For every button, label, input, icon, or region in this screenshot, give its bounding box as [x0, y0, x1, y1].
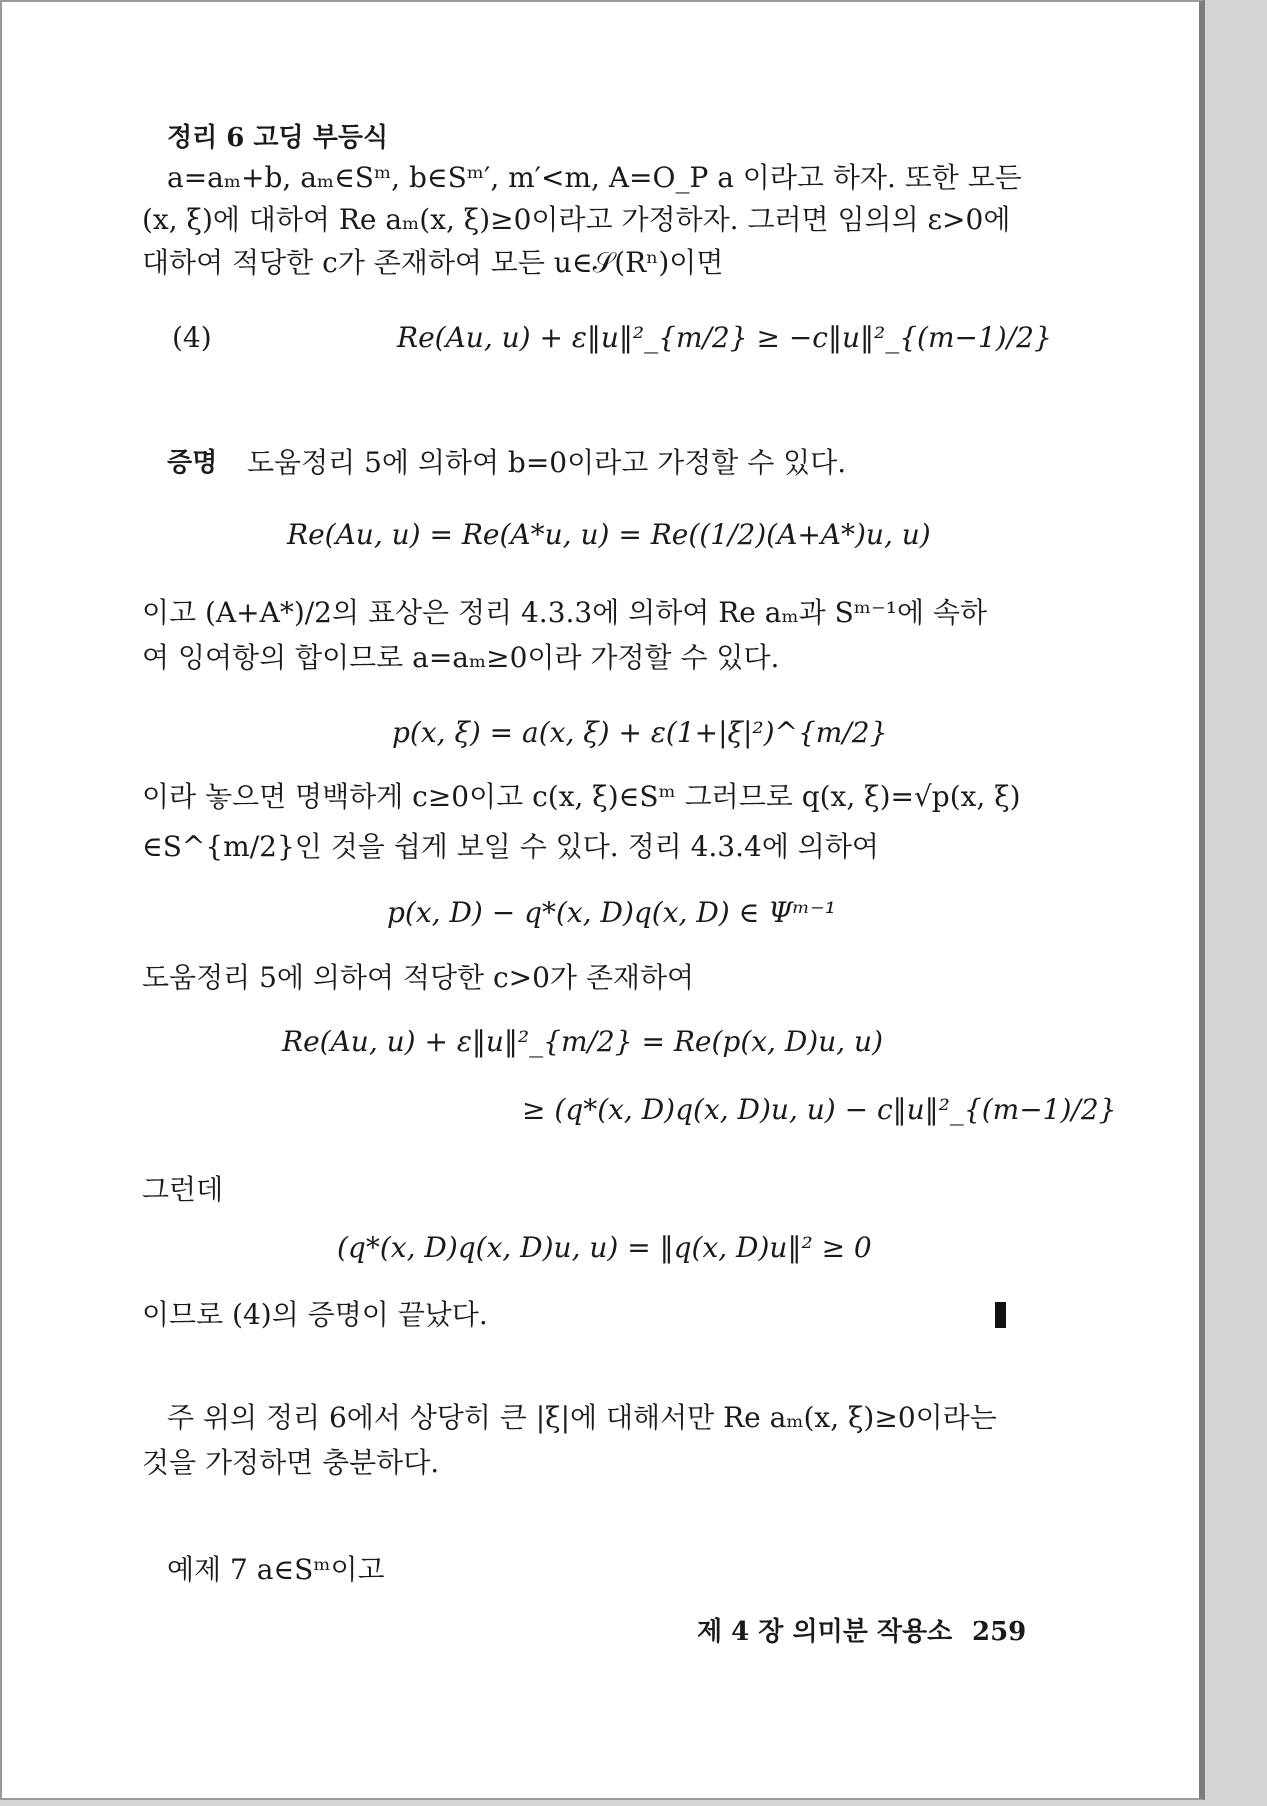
equation-4: Re(Au, u) + ε‖u‖²_{m/2} ≥ −c‖u‖²_{(m−1)/2}	[397, 321, 1052, 354]
proof-equation-4a: Re(Au, u) + ε‖u‖²_{m/2} = Re(p(x, D)u, u)	[282, 1025, 884, 1058]
theorem-line-3: 대하여 적당한 c가 존재하여 모든 u∈𝒮(Rⁿ)이면	[142, 246, 724, 279]
proof-intro: 도움정리 5에 의하여 b=0이라고 가정할 수 있다.	[247, 446, 847, 479]
proof-paragraph-2-line-1: 이라 놓으면 명백하게 c≥0이고 c(x, ξ)∈Sᵐ 그러므로 q(x, ξ)=√p(x, ξ)	[142, 780, 1021, 813]
proof-heading: 증명	[167, 448, 218, 478]
proof-paragraph-1-line-2: 여 잉여항의 합이므로 a=aₘ≥0이라 가정할 수 있다.	[142, 641, 780, 674]
footer-chapter: 제 4 장 의미분 작용소	[697, 1617, 953, 1647]
equation-4-label: (4)	[172, 321, 212, 354]
note-line-2: 것을 가정하면 충분하다.	[142, 1446, 440, 1479]
proof-conclusion: 이므로 (4)의 증명이 끝났다.	[142, 1298, 488, 1331]
proof-equation-3: p(x, D) − q*(x, D)q(x, D) ∈ Ψᵐ⁻¹	[387, 896, 836, 929]
footer-page-number: 259	[972, 1617, 1027, 1647]
proof-equation-1: Re(Au, u) = Re(A*u, u) = Re((1/2)(A+A*)u, u)	[287, 518, 931, 551]
note-line-1: 주 위의 정리 6에서 상당히 큰 |ξ|에 대해서만 Re aₘ(x, ξ)≥0이라는	[167, 1401, 997, 1434]
theorem-line-2: (x, ξ)에 대하여 Re aₘ(x, ξ)≥0이라고 가정하자. 그러면 임의의 ε>0에	[142, 203, 1011, 236]
example-7: 예제 7 a∈Sᵐ이고	[167, 1553, 385, 1586]
qed-mark	[995, 1302, 1006, 1328]
proof-equation-4b: ≥ (q*(x, D)q(x, D)u, u) − c‖u‖²_{(m−1)/2}	[522, 1093, 1117, 1126]
proof-paragraph-2-line-2: ∈S^{m/2}인 것을 쉽게 보일 수 있다. 정리 4.3.4에 의하여	[142, 830, 879, 863]
proof-paragraph-3: 도움정리 5에 의하여 적당한 c>0가 존재하여	[142, 961, 695, 994]
theorem-heading: 정리 6 고딩 부등식	[167, 123, 389, 153]
theorem-line-1: a=aₘ+b, aₘ∈Sᵐ, b∈Sᵐ′, m′<m, A=O_P a 이라고 하자. 또한 모든	[167, 161, 1022, 194]
proof-then: 그런데	[142, 1173, 224, 1206]
proof-equation-2: p(x, ξ) = a(x, ξ) + ε(1+|ξ|²)^{m/2}	[392, 716, 888, 749]
proof-equation-5: (q*(x, D)q(x, D)u, u) = ‖q(x, D)u‖² ≥ 0	[337, 1231, 872, 1264]
proof-paragraph-1-line-1: 이고 (A+A*)/2의 표상은 정리 4.3.3에 의하여 Re aₘ과 Sᵐ⁻¹에 속하	[142, 596, 987, 629]
